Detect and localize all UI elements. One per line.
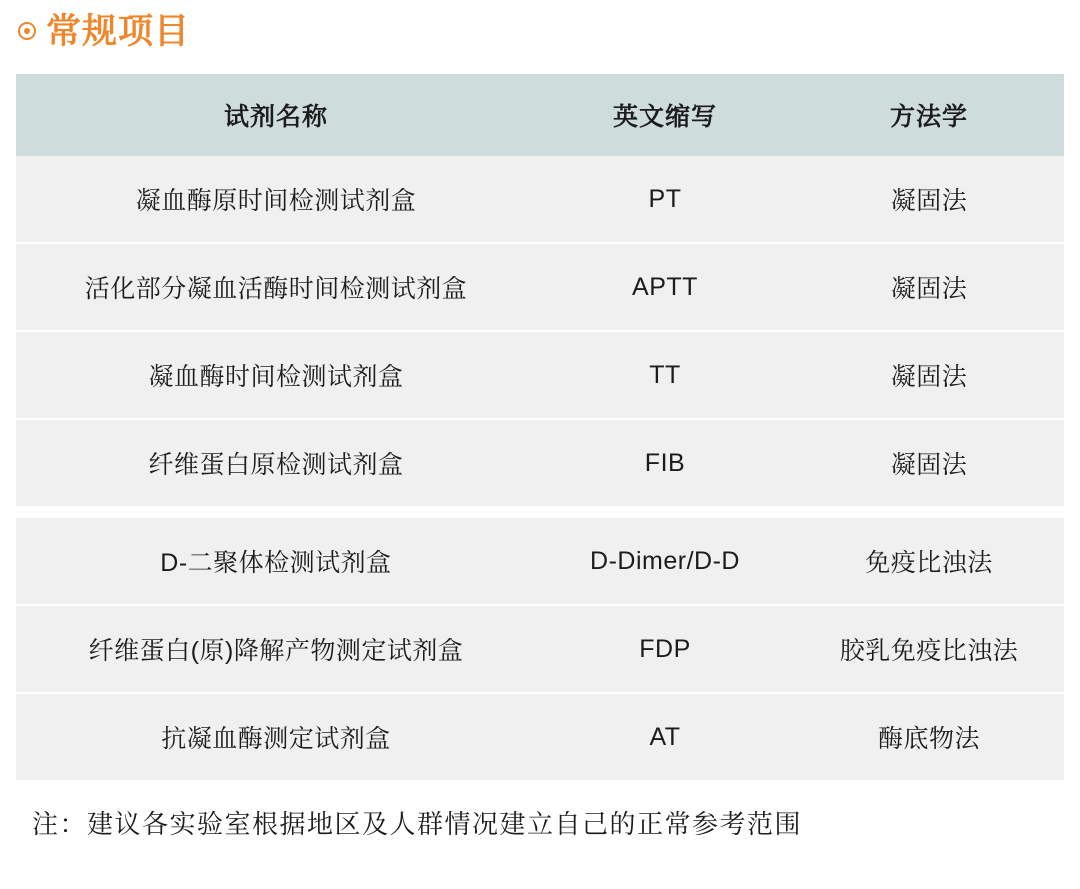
table-group-separator xyxy=(16,506,1064,518)
column-header-method: 方法学 xyxy=(794,74,1064,156)
cell-method: 免疫比浊法 xyxy=(794,518,1064,605)
column-header-name: 试剂名称 xyxy=(16,74,536,156)
cell-name: 活化部分凝血活酶时间检测试剂盒 xyxy=(16,243,536,331)
cell-name: 纤维蛋白(原)降解产物测定试剂盒 xyxy=(16,605,536,693)
page-title-label: 常规项目 xyxy=(46,11,191,51)
cell-abbr: FIB xyxy=(644,448,686,477)
cell-abbr: D-Dimer/D-D xyxy=(536,518,794,605)
cell-abbr: PT xyxy=(536,156,794,243)
page-title xyxy=(16,0,1064,62)
column-header-abbr: 英文缩写 xyxy=(536,74,794,156)
cell-method: 凝固法 xyxy=(794,243,1064,331)
cell-abbr: FDP xyxy=(536,605,794,693)
table-footnote: 注：建议各实验室根据地区及人群情况建立自己的正常参考范围 xyxy=(32,809,803,839)
reagent-table xyxy=(16,74,1064,780)
table-row xyxy=(16,156,1064,243)
table-row xyxy=(16,605,1064,693)
cell-abbr: AT xyxy=(649,722,681,751)
cell-method: 凝固法 xyxy=(794,156,1064,243)
cell-method: 凝固法 xyxy=(794,331,1064,419)
table-row xyxy=(16,419,1064,506)
circle-dot-icon xyxy=(18,22,36,40)
cell-abbr: TT xyxy=(536,331,794,419)
cell-method: 胶乳免疫比浊法 xyxy=(794,605,1064,693)
table-header-row xyxy=(16,74,1064,156)
table-row xyxy=(16,331,1064,419)
cell-name: 纤维蛋白原检测试剂盒 xyxy=(148,451,404,479)
cell-method: 酶底物法 xyxy=(877,725,980,753)
table-row xyxy=(16,243,1064,331)
cell-name: 凝血酶原时间检测试剂盒 xyxy=(16,156,536,243)
table-row xyxy=(16,693,1064,780)
cell-abbr: APTT xyxy=(536,243,794,331)
cell-method: 凝固法 xyxy=(890,451,968,479)
cell-name: D-二聚体检测试剂盒 xyxy=(16,518,536,605)
cell-name: 抗凝血酶测定试剂盒 xyxy=(161,725,391,753)
cell-name: 凝血酶时间检测试剂盒 xyxy=(16,331,536,419)
table-row xyxy=(16,518,1064,605)
